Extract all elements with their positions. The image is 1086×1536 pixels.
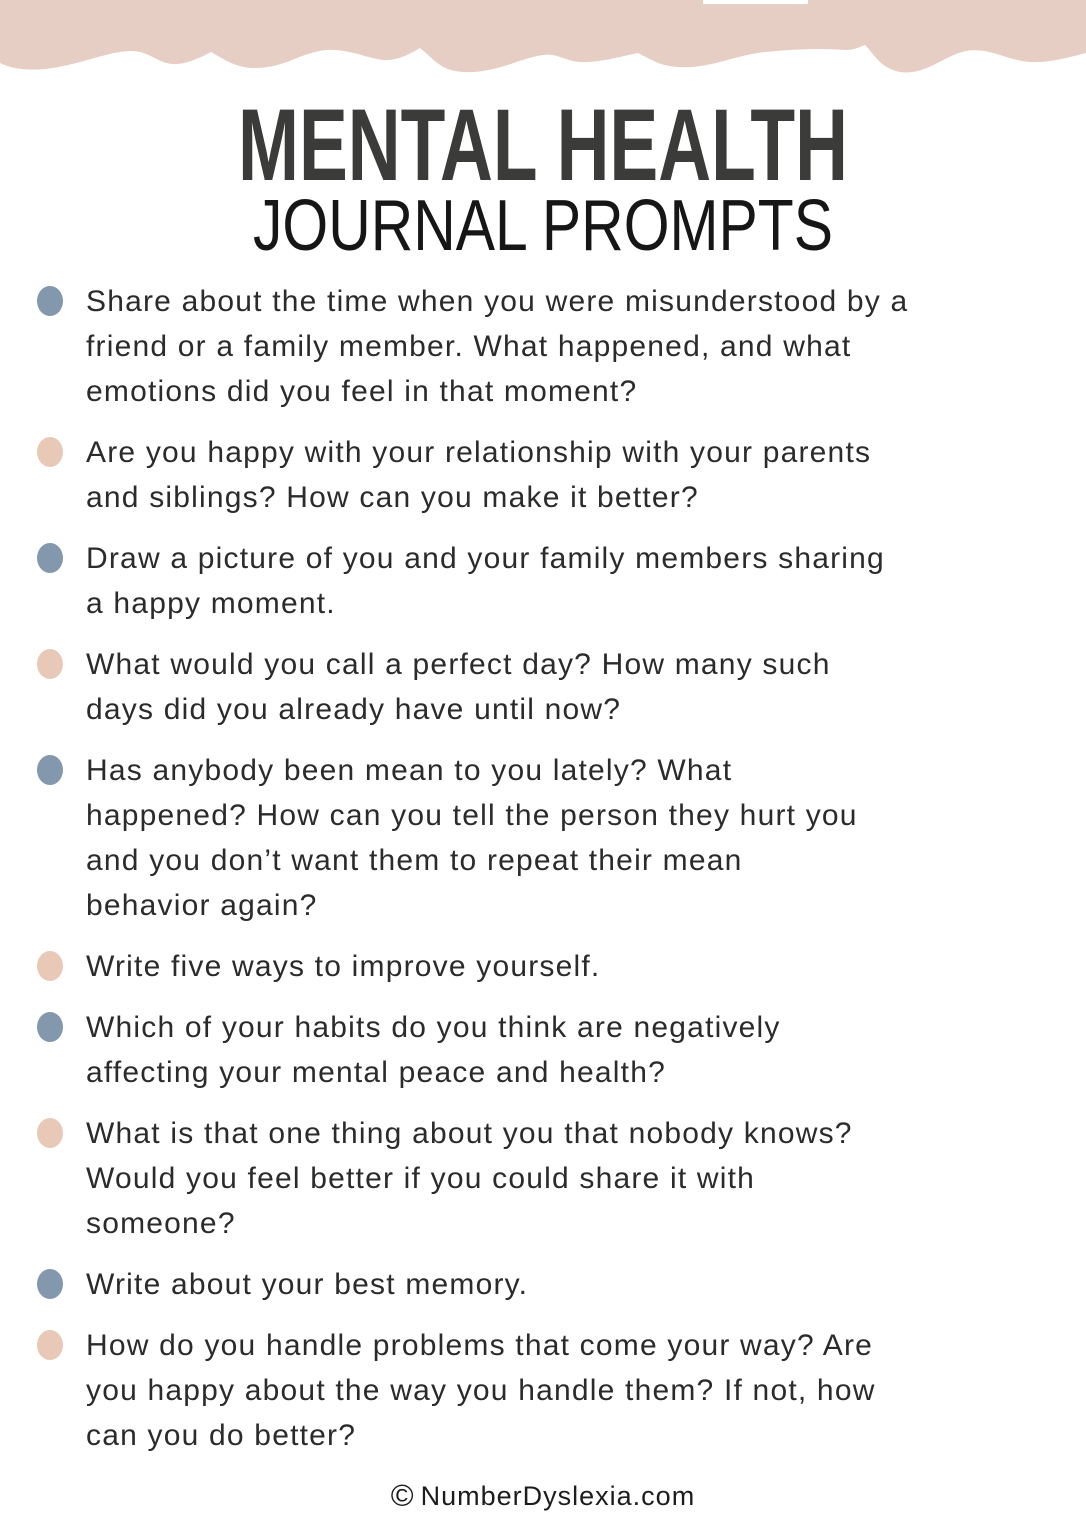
bullet-dot-icon (37, 1012, 63, 1042)
prompt-text (86, 748, 858, 928)
prompt-text (86, 642, 831, 732)
bullet-dot-icon (37, 286, 63, 316)
bullet-dot-icon (37, 1269, 63, 1299)
prompt-line: affecting your mental peace and health? (86, 1056, 666, 1089)
prompt-line: Draw a picture of you and your family members sharing (86, 542, 885, 575)
bullet-dot-icon (37, 951, 63, 981)
prompt-item (37, 1005, 1037, 1095)
prompt-item (37, 642, 1037, 732)
prompt-line: Would you feel better if you could share it with (86, 1162, 756, 1195)
prompt-line: emotions did you feel in that moment? (86, 375, 638, 408)
bullet-dot-icon (37, 543, 63, 573)
footer (0, 1478, 1086, 1514)
bullet-dot-icon (37, 1330, 63, 1360)
bullet-dot-icon (37, 649, 63, 679)
prompt-line: behavior again? (86, 889, 318, 922)
prompt-text (86, 279, 908, 414)
bullet-dot-icon (37, 1118, 63, 1148)
prompt-line: happened? How can you tell the person they hurt you (86, 799, 858, 832)
prompt-line: days did you already have until now? (86, 693, 622, 726)
bullet-dot-icon (37, 755, 63, 785)
prompt-line: and siblings? How can you make it better? (86, 481, 699, 514)
prompt-line: friend or a family member. What happened, and what (86, 330, 852, 363)
prompt-text (86, 1323, 876, 1458)
prompt-item (37, 536, 1037, 626)
prompt-line: a happy moment. (86, 587, 336, 620)
prompt-item (37, 748, 1037, 928)
prompt-line: Has anybody been mean to you lately? What (86, 754, 733, 787)
prompt-line: you happy about the way you handle them? If not, how (86, 1374, 876, 1407)
prompt-text (86, 944, 600, 989)
site-name: NumberDyslexia.com (420, 1481, 696, 1511)
wave-top-notch (703, 0, 808, 4)
page-subtitle: JOURNAL PROMPTS (253, 186, 833, 260)
prompt-line: How do you handle problems that come your way? Are (86, 1329, 874, 1362)
page-title: MENTAL HEALTH (238, 90, 848, 202)
prompt-line: can you do better? (86, 1419, 357, 1452)
prompt-item (37, 944, 1037, 989)
prompt-line: Share about the time when you were misunderstood by a (86, 285, 909, 318)
bullet-dot-icon (37, 437, 63, 467)
copyright-icon: © (390, 1478, 414, 1513)
prompt-item (37, 1323, 1037, 1458)
prompt-line: Write about your best memory. (86, 1268, 529, 1301)
prompt-line: What would you call a perfect day? How many such (86, 648, 831, 681)
prompt-text (86, 536, 885, 626)
prompt-line: and you don’t want them to repeat their mean (86, 844, 743, 877)
prompt-line: Which of your habits do you think are negatively (86, 1011, 781, 1044)
wave-shape (0, 0, 1086, 73)
prompt-line: Are you happy with your relationship with your parents (86, 436, 872, 469)
prompt-line: What is that one thing about you that nobody knows? (86, 1117, 853, 1150)
prompt-line: Write five ways to improve yourself. (86, 950, 601, 983)
prompt-item (37, 279, 1037, 414)
prompt-text (86, 1005, 781, 1095)
prompt-text (86, 430, 871, 520)
prompt-text (86, 1262, 528, 1307)
header (0, 90, 1086, 260)
prompt-item (37, 1262, 1037, 1307)
top-wave-decoration (0, 0, 1086, 80)
prompt-item (37, 1111, 1037, 1246)
prompt-list (37, 279, 1037, 1458)
prompt-item (37, 430, 1037, 520)
prompt-text (86, 1111, 853, 1246)
prompt-line: someone? (86, 1207, 236, 1240)
